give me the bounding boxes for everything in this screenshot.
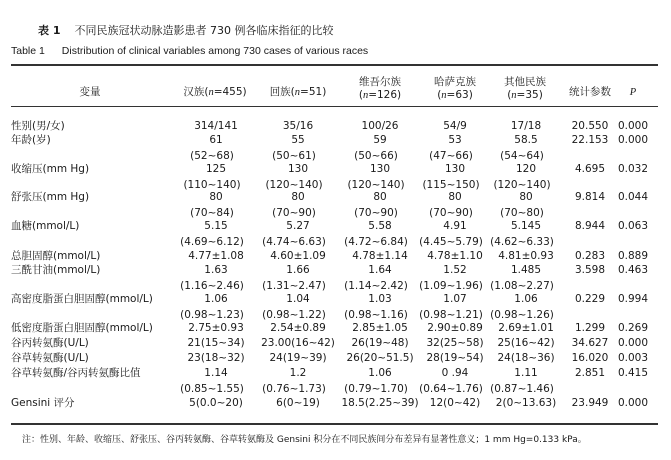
header-uyghur-text: 维吾尔族: [359, 76, 401, 88]
cell-value: 1.66: [286, 264, 310, 276]
header-han-text: 汉族(: [183, 86, 209, 98]
table-number-cn: 表 1: [38, 24, 61, 37]
cell-range: (1.08~2.27): [490, 280, 554, 292]
table-caption-cn: [38, 22, 333, 38]
cell-value: 80: [448, 191, 462, 203]
cell-range: (110~140): [183, 179, 241, 191]
cell-p-value: 0.994: [617, 293, 649, 305]
header-han-n: n: [208, 87, 214, 98]
cell-stat: 1.299: [574, 322, 606, 334]
header-variable: [60, 86, 120, 99]
table-title-en: Distribution of clinical variables among 730 cases of various races: [61, 45, 369, 57]
cell-range: (4.69~6.12): [180, 236, 244, 248]
cell-p-value: 0.463: [617, 264, 649, 276]
cell-value: 18.5(2.25~39): [341, 397, 419, 409]
cell-value: 26(19~48): [351, 337, 409, 349]
cell-range: (0.76~1.73): [262, 383, 326, 395]
header-stat: [560, 86, 620, 99]
cell-value: 4.78±1.10: [427, 250, 483, 262]
cell-value: 314/141: [194, 120, 238, 132]
cell-p-value: 0.003: [617, 352, 649, 364]
cell-p-value: 0.000: [617, 134, 649, 146]
cell-p-value: 0.269: [617, 322, 649, 334]
header-kazakh: [415, 76, 495, 102]
header-kazakh-n: n: [441, 90, 447, 101]
header-other-open: (: [507, 89, 512, 101]
cell-p-value: 0.000: [617, 337, 649, 349]
cell-range: (4.62~6.33): [490, 236, 554, 248]
cell-value: 80: [519, 191, 533, 203]
cell-value: 1.06: [368, 367, 392, 379]
header-kazakh-text: 哈萨克族: [434, 76, 476, 88]
cell-range: (0.98~1.22): [262, 309, 326, 321]
cell-value: 35/16: [282, 120, 314, 132]
cell-stat: 3.598: [574, 264, 606, 276]
cell-value: 1.52: [443, 264, 467, 276]
header-other-count-line: [485, 89, 565, 102]
cell-value: 2.90±0.89: [427, 322, 483, 334]
header-p-text: P: [629, 87, 637, 98]
cell-value: 5(0.0~20): [189, 397, 243, 409]
cell-stat: 2.851: [574, 367, 606, 379]
row-label: 高密度脂蛋白胆固醇(mmol/L): [11, 293, 153, 305]
header-other-n: n: [511, 90, 517, 101]
cell-stat: 8.944: [574, 220, 606, 232]
header-other-count: =35): [516, 89, 543, 101]
row-label: 谷草转氨酶(U/L): [11, 352, 89, 364]
cell-value: 17/18: [510, 120, 542, 132]
cell-p-value: 0.415: [617, 367, 649, 379]
cell-value: 1.04: [286, 293, 310, 305]
cell-value: 2.69±1.01: [498, 322, 554, 334]
header-hui-text: 回族(: [269, 86, 295, 98]
header-han-count: =455): [213, 86, 247, 98]
cell-range: (0.87~1.46): [490, 383, 554, 395]
cell-range: (120~140): [265, 179, 323, 191]
cell-stat: 0.283: [574, 250, 606, 262]
cell-value: 1.06: [204, 293, 228, 305]
header-uyghur-count-line: [340, 89, 420, 102]
cell-value: 28(19~54): [426, 352, 484, 364]
cell-range: (50~66): [354, 150, 398, 162]
header-han: [170, 86, 260, 99]
cell-range: (70~90): [429, 207, 473, 219]
cell-range: (120~140): [493, 179, 551, 191]
cell-stat: 23.949: [571, 397, 609, 409]
cell-range: (0.98~1.26): [490, 309, 554, 321]
header-other-text: 其他民族: [504, 76, 546, 88]
cell-range: (1.31~2.47): [262, 280, 326, 292]
cell-value: 5.58: [368, 220, 392, 232]
cell-value: 5.15: [204, 220, 228, 232]
cell-value: 25(16~42): [497, 337, 555, 349]
cell-range: (4.45~5.79): [419, 236, 483, 248]
row-label: 低密度脂蛋白胆固醇(mmol/L): [11, 322, 153, 334]
header-uyghur-open: (: [358, 89, 363, 101]
cell-value: 26(20~51.5): [346, 352, 414, 364]
cell-value: 55: [291, 134, 305, 146]
cell-value: 6(0~19): [276, 397, 320, 409]
cell-value: 1.485: [510, 264, 542, 276]
cell-p-value: 0.000: [617, 120, 649, 132]
cell-p-value: 0.000: [617, 397, 649, 409]
header-hui-count: =51): [300, 86, 327, 98]
cell-value: 23(18~32): [187, 352, 245, 364]
cell-range: (120~140): [347, 179, 405, 191]
cell-value: 0 .94: [441, 367, 469, 379]
cell-range: (0.98~1.21): [419, 309, 483, 321]
cell-range: (54~64): [500, 150, 544, 162]
header-kazakh-count: =63): [446, 89, 473, 101]
cell-value: 58.5: [514, 134, 538, 146]
header-rule: [11, 106, 658, 107]
cell-value: 54/9: [443, 120, 467, 132]
cell-value: 1.64: [368, 264, 392, 276]
cell-value: 120: [515, 163, 537, 175]
cell-range: (70~90): [272, 207, 316, 219]
cell-value: 2.54±0.89: [270, 322, 326, 334]
header-p: [618, 86, 648, 99]
header-uyghur: [340, 76, 420, 102]
cell-p-value: 0.032: [617, 163, 649, 175]
cell-range: (0.79~1.70): [344, 383, 408, 395]
cell-value: 80: [291, 191, 305, 203]
header-hui: [258, 86, 338, 99]
cell-range: (0.85~1.55): [180, 383, 244, 395]
cell-range: (50~61): [272, 150, 316, 162]
cell-value: 61: [209, 134, 223, 146]
header-kazakh-open: (: [437, 89, 442, 101]
row-label: 血糖(mmol/L): [11, 220, 80, 232]
cell-range: (115~150): [422, 179, 480, 191]
row-label: Gensini 评分: [11, 397, 75, 409]
row-label: 总胆固醇(mmol/L): [11, 250, 101, 262]
cell-range: (70~90): [354, 207, 398, 219]
cell-stat: 22.153: [571, 134, 609, 146]
cell-value: 100/26: [361, 120, 399, 132]
cell-stat: 16.020: [571, 352, 609, 364]
row-label: 谷草转氨酶/谷丙转氨酶比值: [11, 367, 141, 379]
cell-range: (52~68): [190, 150, 234, 162]
cell-stat: 4.695: [574, 163, 606, 175]
header-uyghur-count: =126): [368, 89, 402, 101]
cell-value: 24(18~36): [497, 352, 555, 364]
cell-value: 1.2: [289, 367, 307, 379]
header-other: [485, 76, 565, 102]
header-variable-text: 变量: [79, 86, 101, 98]
cell-p-value: 0.044: [617, 191, 649, 203]
cell-range: (47~66): [429, 150, 473, 162]
cell-value: 53: [448, 134, 462, 146]
table-footnote: 注：性别、年龄、收缩压、舒张压、谷丙转氨酶、谷草转氨酶及 Gensini 积分在不同民族间分布差异有显著性意义；1 mm Hg=0.133 kPa。: [22, 435, 587, 445]
row-label: 收缩压(mm Hg): [11, 163, 90, 175]
header-stat-text: 统计参数: [569, 86, 611, 98]
cell-value: 130: [369, 163, 391, 175]
cell-value: 2.85±1.05: [352, 322, 408, 334]
cell-value: 130: [444, 163, 466, 175]
cell-value: 80: [373, 191, 387, 203]
cell-value: 130: [287, 163, 309, 175]
cell-p-value: 0.063: [617, 220, 649, 232]
cell-range: (1.09~1.96): [419, 280, 483, 292]
table-caption-en: [11, 45, 368, 57]
cell-value: 4.78±1.14: [352, 250, 408, 262]
header-uyghur-n: n: [362, 90, 369, 101]
cell-value: 4.77±1.08: [188, 250, 244, 262]
row-label: 年龄(岁): [11, 134, 51, 146]
cell-stat: 9.814: [574, 191, 606, 203]
cell-value: 5.27: [286, 220, 310, 232]
row-label: 性别(男/女): [11, 120, 65, 132]
header-hui-n: n: [294, 87, 301, 98]
cell-p-value: 0.889: [617, 250, 649, 262]
cell-range: (4.74~6.63): [262, 236, 326, 248]
cell-value: 2.75±0.93: [188, 322, 244, 334]
cell-stat: 20.550: [571, 120, 609, 132]
cell-stat: 0.229: [574, 293, 606, 305]
cell-value: 80: [209, 191, 223, 203]
cell-range: (70~84): [190, 207, 234, 219]
cell-value: 23.00(16~42): [261, 337, 335, 349]
cell-range: (0.98~1.23): [180, 309, 244, 321]
cell-value: 4.91: [443, 220, 467, 232]
row-label: 谷丙转氨酶(U/L): [11, 337, 89, 349]
row-label: 三酰甘油(mmol/L): [11, 264, 101, 276]
cell-value: 4.81±0.93: [498, 250, 554, 262]
cell-value: 1.11: [514, 367, 538, 379]
cell-stat: 34.627: [571, 337, 609, 349]
row-label: 舒张压(mm Hg): [11, 191, 90, 203]
cell-range: (1.14~2.42): [344, 280, 408, 292]
cell-value: 1.14: [204, 367, 228, 379]
cell-value: 125: [205, 163, 227, 175]
cell-value: 21(15~34): [187, 337, 245, 349]
cell-value: 32(25~58): [426, 337, 484, 349]
cell-value: 4.60±1.09: [270, 250, 326, 262]
bottom-rule: [11, 423, 658, 425]
top-rule: [11, 64, 658, 66]
cell-range: (70~80): [500, 207, 544, 219]
cell-range: (0.64~1.76): [419, 383, 483, 395]
cell-value: 2(0~13.63): [495, 397, 557, 409]
cell-value: 1.63: [204, 264, 228, 276]
cell-range: (4.72~6.84): [344, 236, 408, 248]
cell-range: (1.16~2.46): [180, 280, 244, 292]
cell-value: 1.03: [368, 293, 392, 305]
cell-value: 59: [373, 134, 387, 146]
table-title-cn: 不同民族冠状动脉造影患者 730 例各临床指征的比较: [74, 24, 334, 37]
cell-value: 1.06: [514, 293, 538, 305]
table-number-en: Table 1: [11, 45, 45, 57]
cell-range: (0.98~1.16): [344, 309, 408, 321]
cell-value: 24(19~39): [269, 352, 327, 364]
cell-value: 1.07: [443, 293, 467, 305]
cell-value: 12(0~42): [429, 397, 481, 409]
header-kazakh-count-line: [415, 89, 495, 102]
cell-value: 5.145: [510, 220, 542, 232]
